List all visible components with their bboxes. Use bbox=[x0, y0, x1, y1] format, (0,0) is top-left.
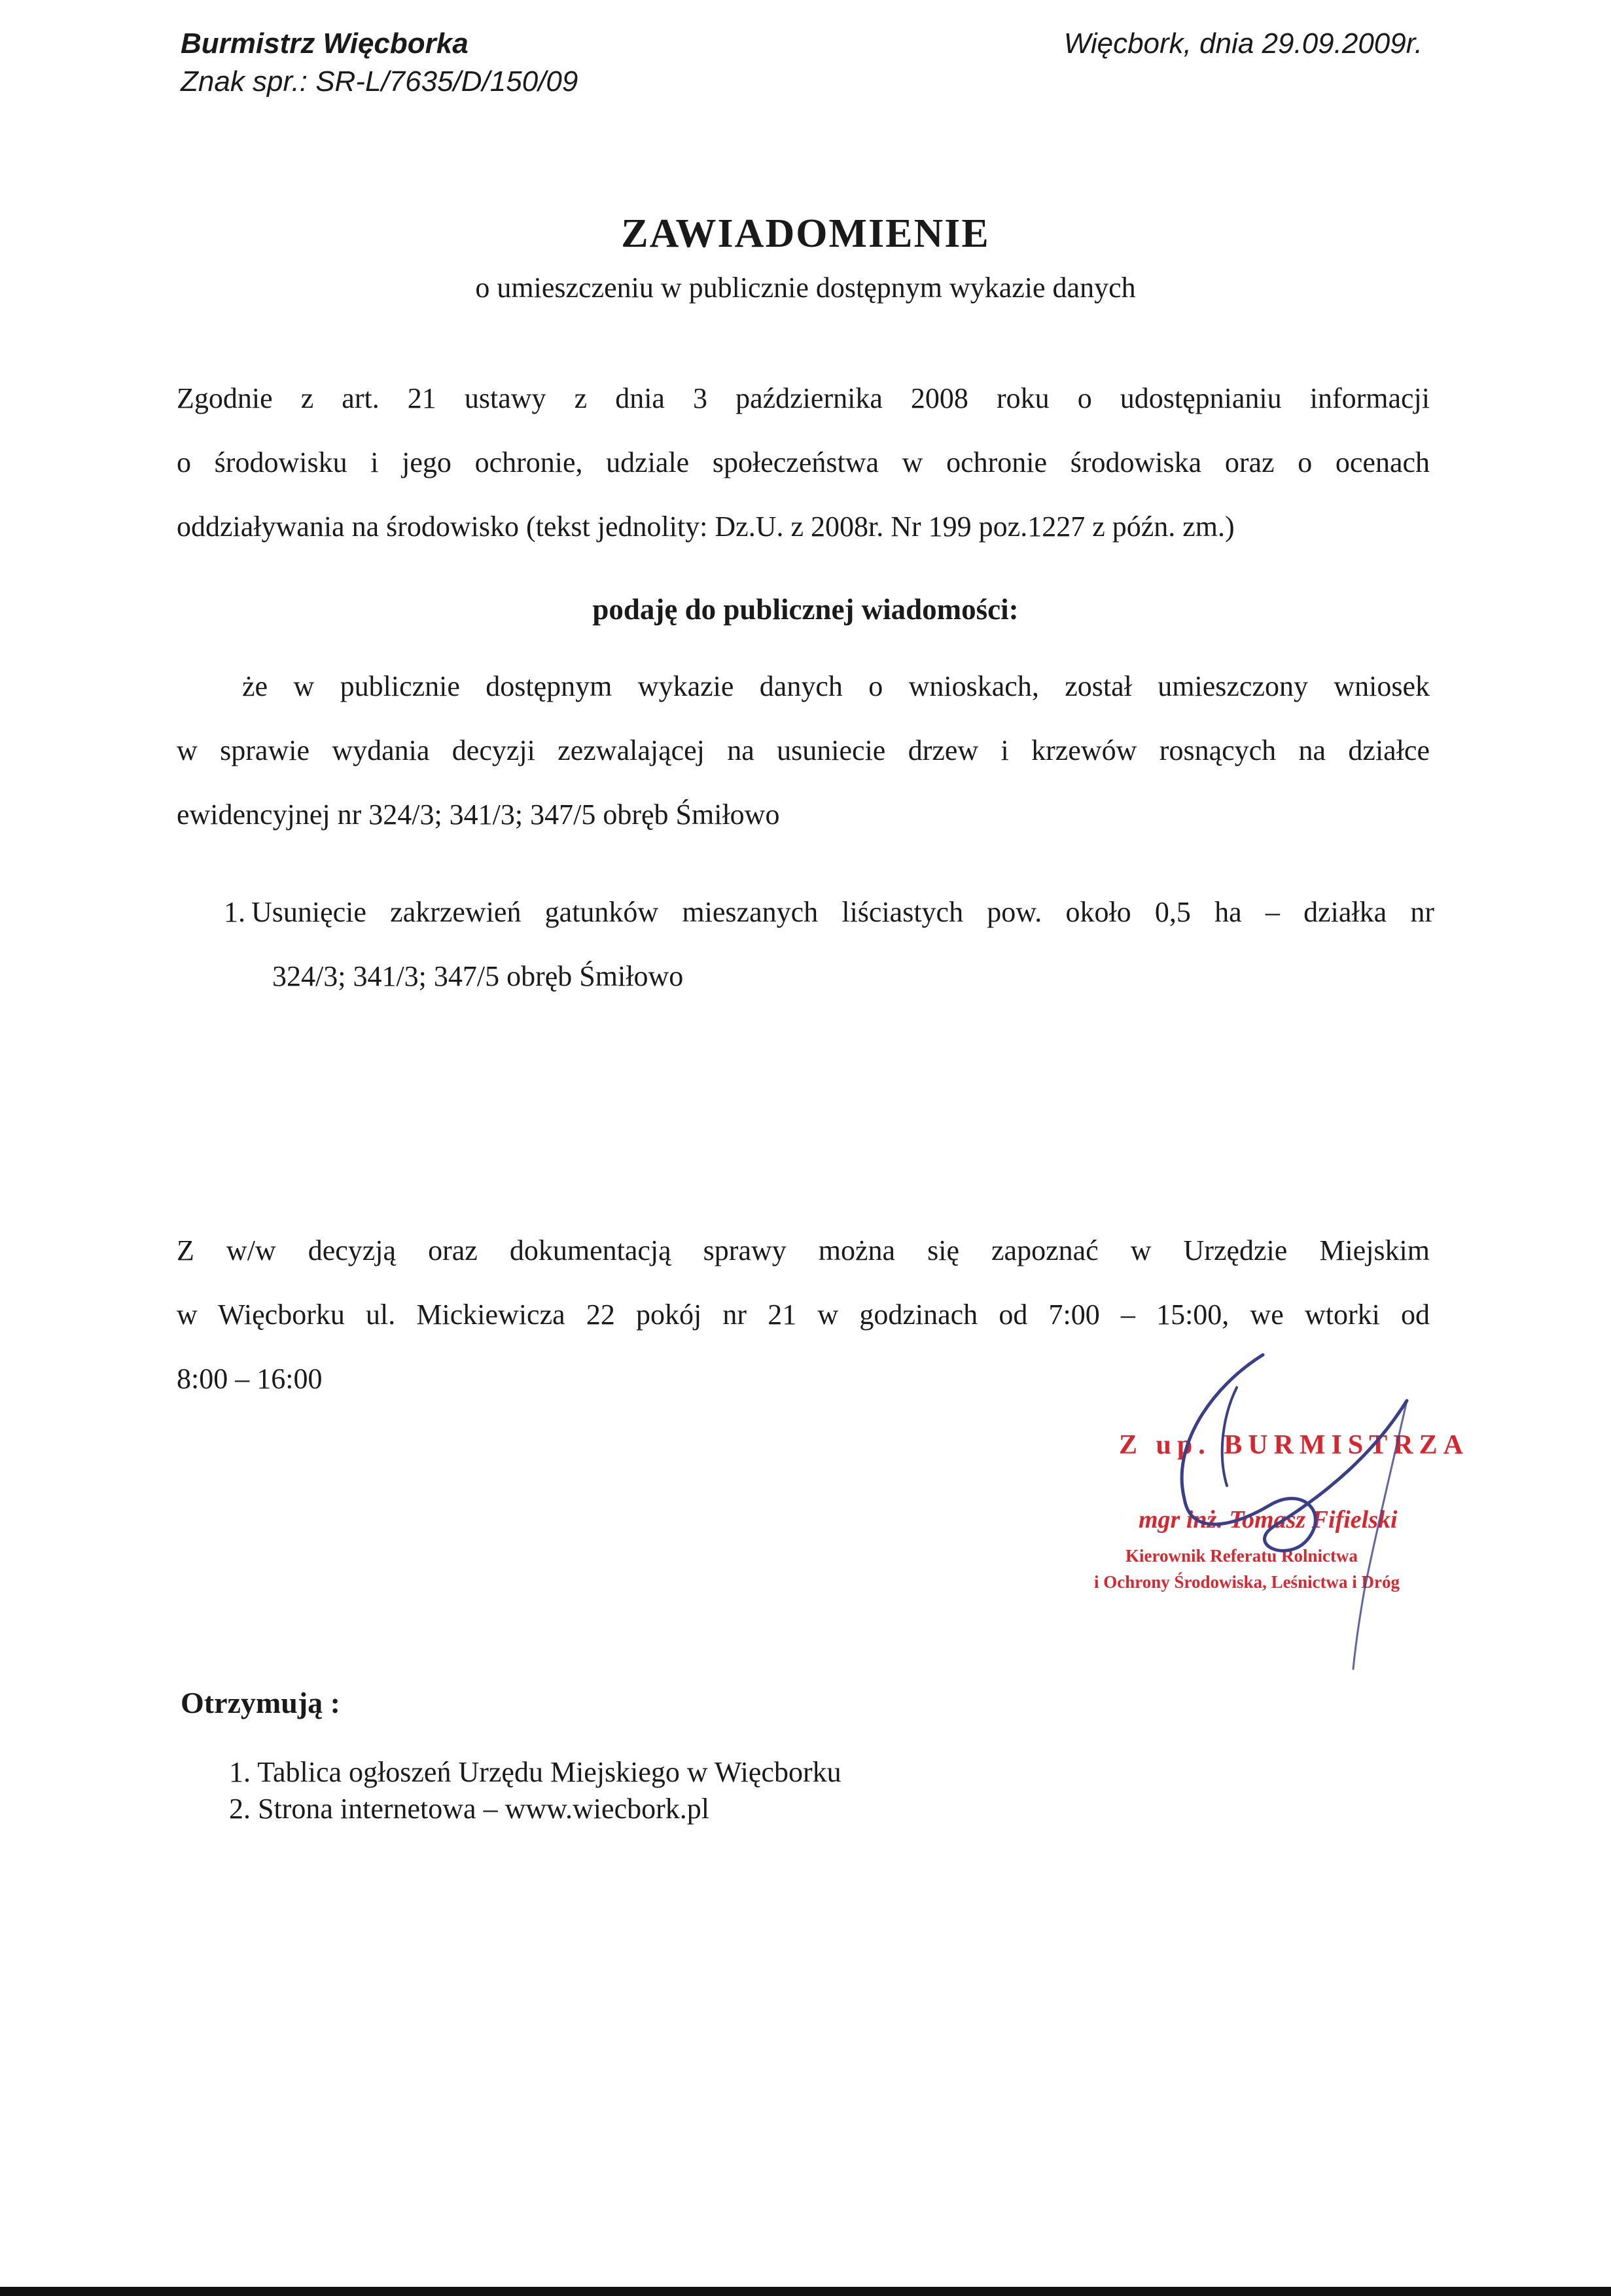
application-line: ewidencyjnej nr 324/3; 341/3; 347/5 obręb Śmiłowo bbox=[177, 798, 780, 831]
scan-edge bbox=[0, 2287, 1611, 2296]
application-line: w sprawie wydania decyzji zezwalającej na usuniecie drzew i krzewów rosnących na działce bbox=[177, 734, 1430, 766]
list-item-number: 1. bbox=[224, 896, 245, 928]
information-line: Z w/w decyzją oraz dokumentacją sprawy można się zapoznać w Urzędzie Miejskim bbox=[177, 1234, 1430, 1266]
legal-basis-line: o środowisku i jego ochronie, udziale społeczeństwa w ochronie środowiska oraz o ocenach bbox=[177, 446, 1430, 478]
list-item-text: Usunięcie zakrzewień gatunków mieszanych liściastych pow. około 0,5 ha – działka nr bbox=[251, 896, 1434, 928]
legal-basis-line: oddziaływania na środowisko (tekst jednolity: Dz.U. z 2008r. Nr 199 poz.1227 z późn. zm.) bbox=[177, 511, 1235, 543]
issuing-authority: Burmistrz Więcborka bbox=[181, 27, 469, 60]
document-title: ZAWIADOMIENIE bbox=[621, 211, 990, 256]
recipients-title: Otrzymują : bbox=[181, 1686, 340, 1719]
case-reference: Znak spr.: SR-L/7635/D/150/09 bbox=[181, 65, 578, 98]
stamp-line: Kierownik Referatu Rolnictwa bbox=[1125, 1546, 1358, 1566]
recipient-item: 1. Tablica ogłoszeń Urzędu Miejskiego w Więcborku bbox=[229, 1756, 841, 1788]
legal-basis-paragraph bbox=[177, 367, 1430, 559]
announcement-heading: podaję do publicznej wiadomości: bbox=[592, 593, 1019, 626]
handwritten-signature bbox=[1112, 1329, 1479, 1695]
place-date: Więcbork, dnia 29.09.2009r. bbox=[1063, 27, 1423, 60]
application-line: że w publicznie dostępnym wykazie danych o wnioskach, został umieszczony wniosek bbox=[242, 670, 1430, 702]
list-item-text: 324/3; 341/3; 347/5 obręb Śmiłowo bbox=[272, 960, 684, 992]
recipients-list bbox=[229, 1754, 841, 1827]
information-line: w Więcborku ul. Mickiewicza 22 pokój nr 21 w godzinach od 7:00 – 15:00, we wtorki od bbox=[177, 1299, 1430, 1331]
list-item bbox=[224, 880, 1434, 1009]
letterhead bbox=[181, 25, 578, 101]
stamp-line: Z up. BURMISTRZA bbox=[1119, 1430, 1469, 1460]
legal-basis-line: Zgodnie z art. 21 ustawy z dnia 3 października 2008 roku o udostępnianiu informacji bbox=[177, 382, 1430, 414]
document-subtitle: o umieszczeniu w publicznie dostępnym wykazie danych bbox=[475, 272, 1136, 304]
stamp-line: mgr inż. Tomasz Fifielski bbox=[1139, 1506, 1398, 1534]
information-line: 8:00 – 16:00 bbox=[177, 1363, 323, 1395]
application-paragraph bbox=[177, 655, 1430, 847]
recipient-item: 2. Strona internetowa – www.wiecbork.pl bbox=[229, 1793, 709, 1825]
stamp-line: i Ochrony Środowiska, Leśnictwa i Dróg bbox=[1094, 1572, 1400, 1592]
